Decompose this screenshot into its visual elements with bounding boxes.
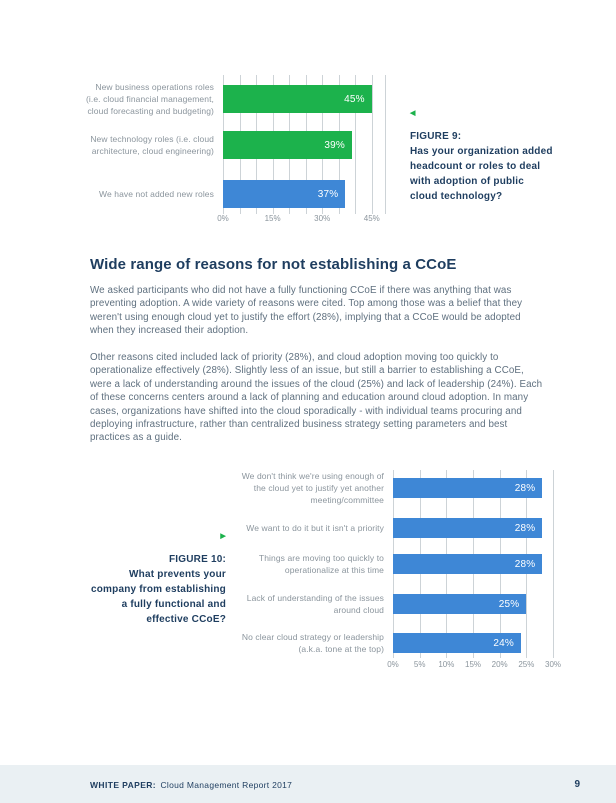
- gridline: [553, 470, 554, 658]
- footer-doc-label: WHITE PAPER:: [90, 780, 157, 790]
- figure9-caption: [410, 110, 575, 204]
- figure9-bars: [85, 75, 385, 208]
- bar-category-label: Things are moving too quickly to operationalize at this time: [258, 553, 384, 575]
- bar-track: [393, 470, 553, 506]
- footer-doc-title: Cloud Management Report 2017: [160, 780, 293, 790]
- page-number: 9: [574, 778, 580, 790]
- chart-row: [237, 470, 553, 506]
- figure10-caption: [56, 533, 226, 627]
- figure9-caption-line: with adoption of public: [410, 176, 525, 187]
- chart-row: [85, 75, 385, 123]
- bar-value-label: 45%: [344, 93, 365, 105]
- bar: [393, 478, 542, 498]
- figure9-chart: [85, 75, 385, 226]
- bar-value-label: 28%: [514, 482, 536, 494]
- bar-track: [223, 75, 385, 123]
- bar-track: [393, 516, 553, 540]
- bar-category-label: We want to do it but it isn't a priority: [246, 523, 384, 533]
- bar: [393, 633, 521, 653]
- axis-tick-label: 20%: [491, 660, 508, 669]
- bar-value-label: 39%: [324, 139, 345, 151]
- axis-tick-label: 25%: [518, 660, 535, 669]
- chart-row: [85, 131, 385, 159]
- axis-tick-label: 15%: [264, 214, 281, 223]
- figure10-caption-line: effective CCoE?: [146, 614, 226, 625]
- axis-tick-label: 30%: [544, 660, 562, 669]
- bar: [393, 594, 526, 614]
- bar-category-label: No clear cloud strategy or leadership (a.k.a. tone at the top): [241, 632, 384, 654]
- figure10-chart: [237, 470, 562, 672]
- axis-tick-label: 45%: [363, 214, 380, 223]
- chart-row: [85, 180, 385, 208]
- figure10-caption-line: What prevents your: [129, 569, 226, 580]
- axis-tick-label: 30%: [314, 214, 331, 223]
- figure9-caption-title: FIGURE 9:: [410, 131, 462, 142]
- bar: [393, 554, 542, 574]
- figure9-caption-line: Has your organization added: [410, 146, 553, 157]
- figure10-caption-line: company from establishing: [90, 584, 226, 595]
- axis-tick-label: 10%: [438, 660, 455, 669]
- section-heading: Wide range of reasons for not establishing a CCoE: [90, 256, 457, 273]
- figure10-x-axis: [387, 660, 562, 672]
- chart-row: [237, 516, 553, 540]
- bar-category-label: We have not added new roles: [98, 189, 214, 199]
- body-paragraph-1: We asked participants who did not have a fully functioning CCoE if there was anything that was preventing adoption. A wide variety of reasons were cited. Top among those was a belief that they weren't using enough cloud yet to justify the effort (28%), implying that a CCoE would be adopted when they increased their adoption.: [90, 285, 523, 337]
- bar-category-label: New business operations roles (i.e. cloud financial management, cloud forecasting and budgeting): [85, 82, 214, 116]
- figure9-x-axis: [217, 214, 385, 226]
- bar-category-label: We don't think we're using enough of the cloud yet to justify yet another meeting/committee: [241, 471, 384, 505]
- axis-tick-label: 0%: [217, 214, 229, 223]
- figure9-caption-line: headcount or roles to deal: [410, 161, 541, 172]
- bar: [223, 180, 345, 208]
- axis-tick-label: 5%: [413, 660, 426, 669]
- figure10-marker-icon: ▶: [220, 533, 226, 540]
- axis-tick-label: 15%: [464, 660, 482, 669]
- bar-track: [393, 592, 553, 616]
- figure10-bars: [237, 470, 553, 655]
- figure9-caption-line: cloud technology?: [410, 191, 503, 202]
- chart-row: [237, 552, 553, 576]
- body-paragraph-2: Other reasons cited included lack of priority (28%), and cloud adoption moving too quickly to operationalize effectively (28%). Slightly less of an issue, but still a barrier to establishing a CCoE, were a lack of understanding around the issues of the cloud (25%) and lack of leadership (24%). Each of these concerns centers around a lack of planning and education around cloud adoption. In many cases, organizations have shifted into the cloud sporadically - with individual teams procuring and deploying infrastructure, rather than centralized business strategy setting parameters and best practices as a guide.: [90, 352, 543, 444]
- figure10-caption-line: a fully functional and: [121, 599, 226, 610]
- bar-value-label: 24%: [493, 637, 514, 649]
- figure10-caption-title: FIGURE 10:: [168, 554, 226, 565]
- gridline: [385, 75, 386, 214]
- bar-track: [393, 552, 553, 576]
- bar: [223, 131, 352, 159]
- chart-row: [237, 631, 553, 655]
- bar-value-label: 37%: [317, 188, 339, 200]
- bar-category-label: Lack of understanding of the issues around cloud: [246, 593, 384, 615]
- footer-document-info: [90, 775, 292, 793]
- axis-tick-label: 0%: [387, 660, 399, 669]
- bar-value-label: 28%: [514, 558, 536, 570]
- chart-row: [237, 592, 553, 616]
- bar-value-label: 28%: [514, 522, 536, 534]
- page-footer: [0, 765, 616, 803]
- bar-track: [393, 631, 553, 655]
- bar-category-label: New technology roles (i.e. cloud architecture, cloud engineering): [90, 134, 214, 156]
- bar-track: [223, 180, 385, 208]
- bar: [393, 518, 542, 538]
- bar-track: [223, 131, 385, 159]
- bar: [223, 85, 372, 113]
- bar-value-label: 25%: [498, 598, 520, 610]
- figure9-marker-icon: ◀: [410, 110, 416, 117]
